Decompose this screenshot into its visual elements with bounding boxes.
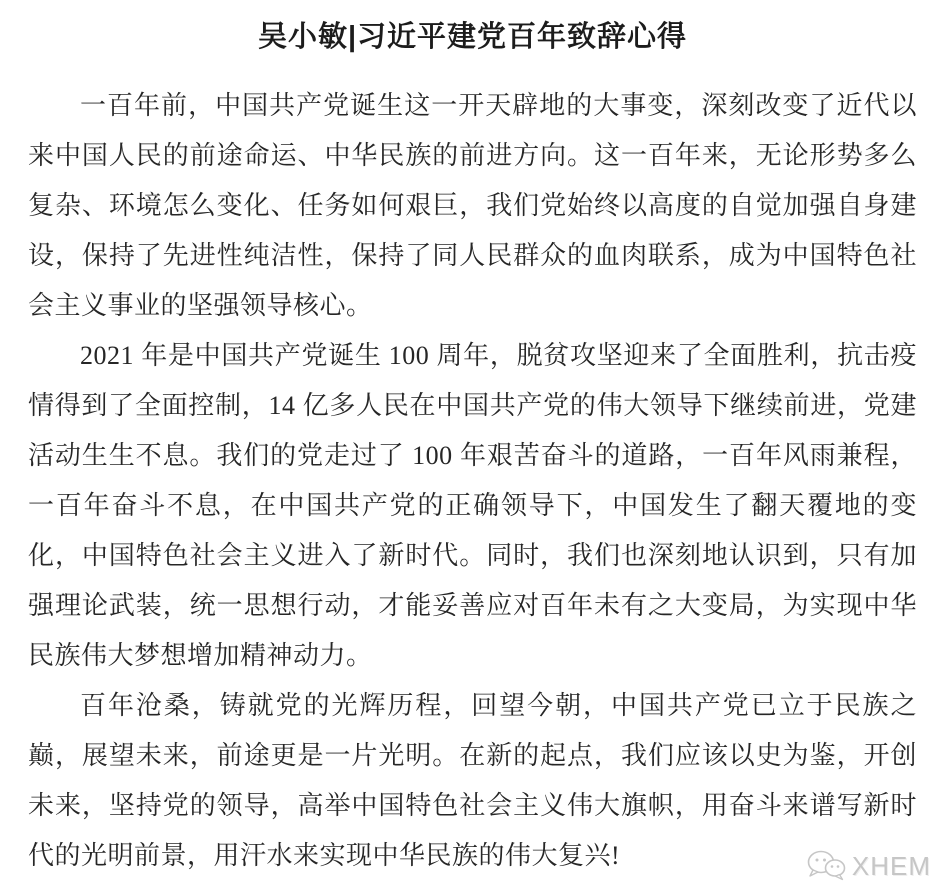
paragraph: 2021 年是中国共产党诞生 100 周年，脱贫攻坚迎来了全面胜利，抗击疫情得到了全面控制，14 亿多人民在中国共产党的伟大领导下继续前进，党建活动生生不息。我们的党走过了 100 年艰苦奋斗的道路，一百年风雨兼程，一百年奋斗不息，在中国共产党的正确领导下，中国发生了翻天覆地的变化，中国特色社会主义进入了新时代。同时，我们也深刻地认识到，只有加强理论武装，统一思想行动，才能妥善应对百年未有之大变局，为实现中华民族伟大梦想增加精神动力。 — [28, 341, 917, 670]
watermark — [806, 849, 931, 883]
document-body — [28, 81, 917, 881]
paragraph: 百年沧桑，铸就党的光辉历程，回望今朝，中国共产党已立于民族之巅，展望未来，前途更是一片光明。在新的起点，我们应该以史为鉴，开创未来，坚持党的领导，高举中国特色社会主义伟大旗帜，用奋斗来谱写新时代的光明前景，用汗水来实现中华民族的伟大复兴! — [28, 691, 917, 870]
document-title: 吴小敏|习近平建党百年致辞心得 — [257, 21, 688, 53]
wechat-icon — [806, 849, 846, 883]
watermark-label: XHEM — [851, 850, 931, 881]
paragraph: 一百年前，中国共产党诞生这一开天辟地的大事变，深刻改变了近代以来中国人民的前途命运、中华民族的前进方向。这一百年来，无论形势多么复杂、环境怎么变化、任务如何艰巨，我们党始终以高度的自觉加强自身建设，保持了先进性纯洁性，保持了同人民群众的血肉联系，成为中国特色社会主义事业的坚强领导核心。 — [28, 91, 917, 320]
